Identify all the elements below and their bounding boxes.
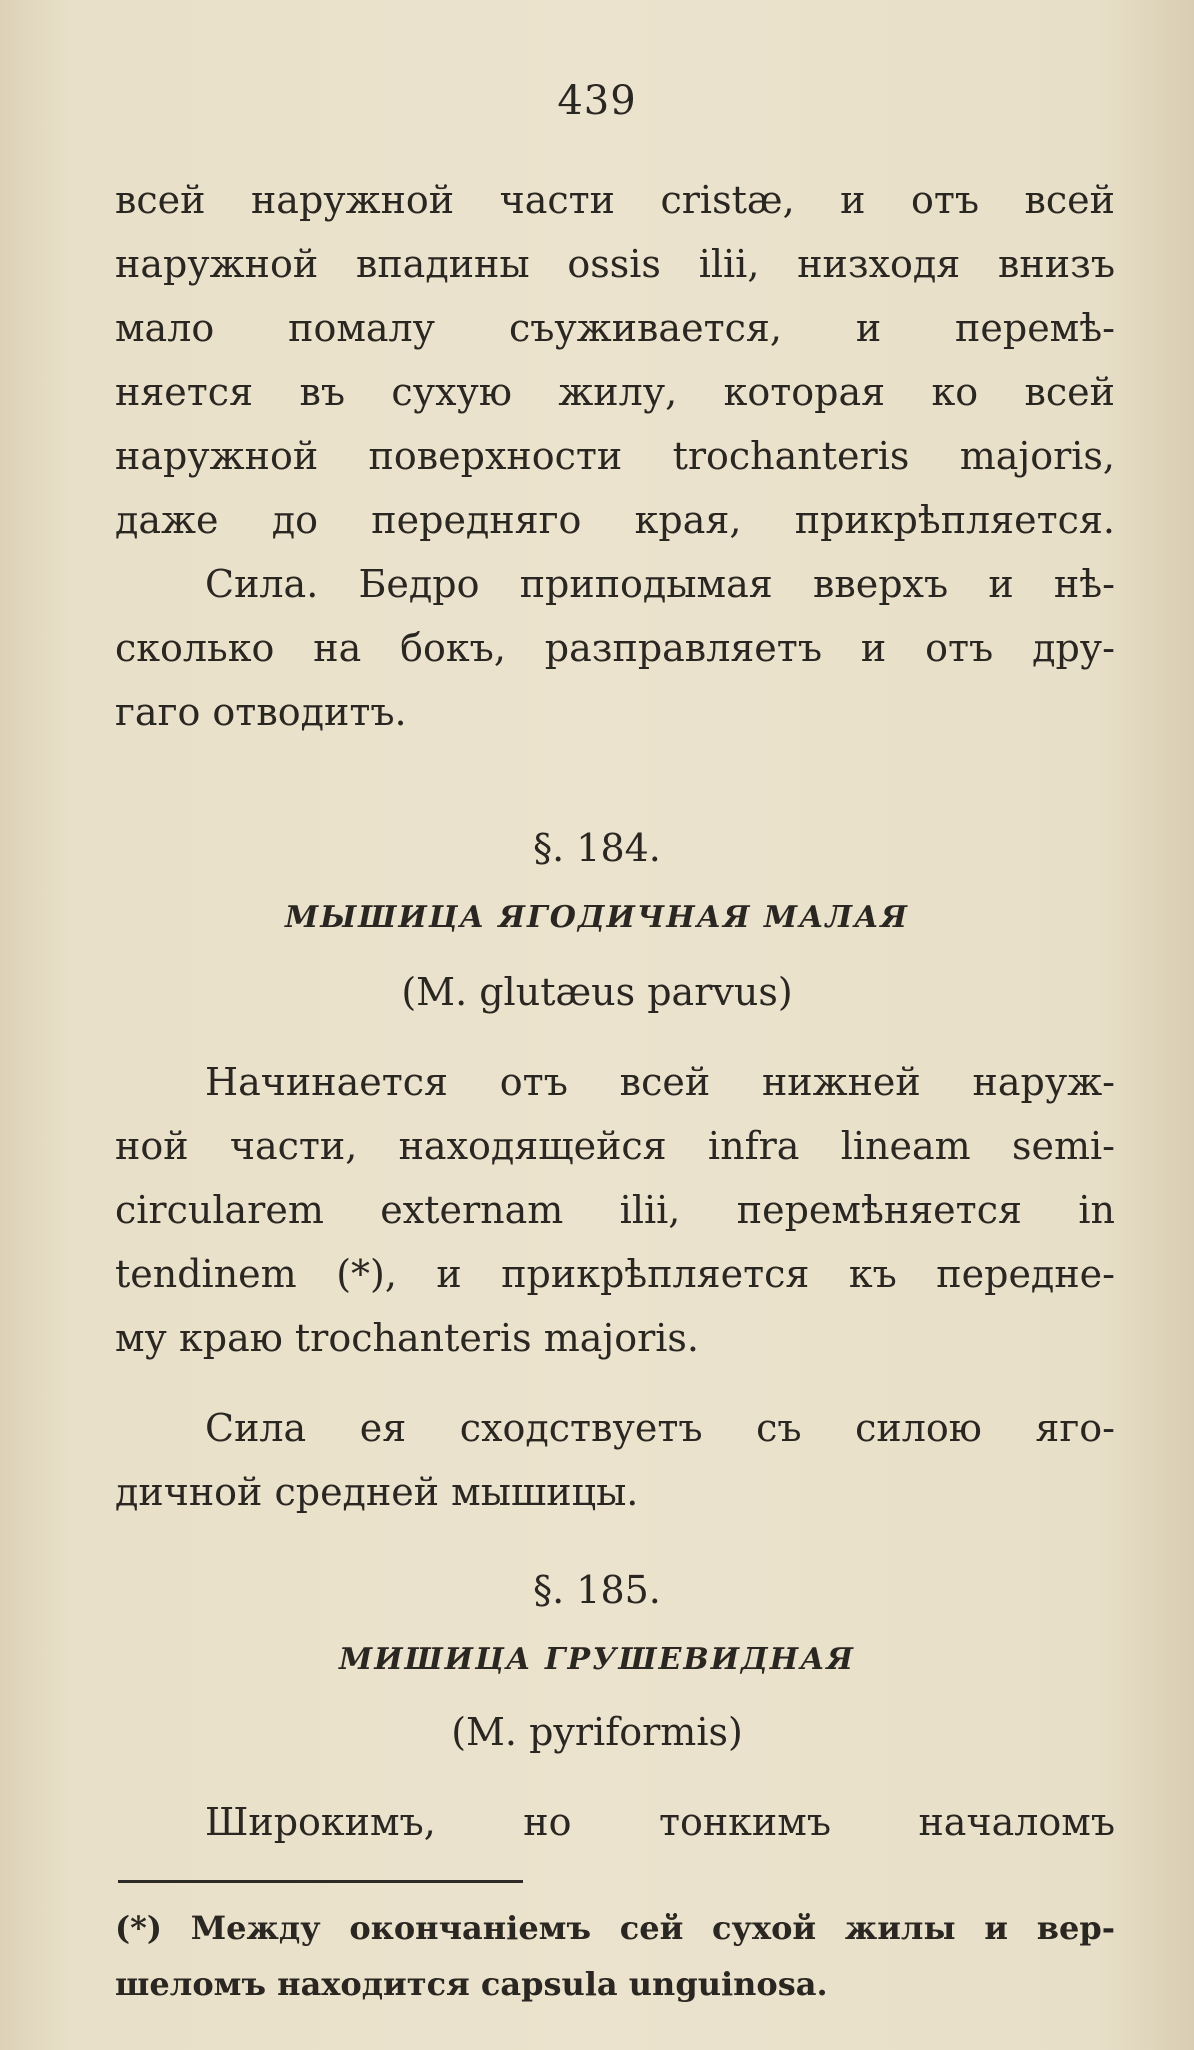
text-line: Сила ея сходствуетъ съ силою яго-: [205, 1406, 1115, 1450]
text-line: мало помалу съуживается, и перемѣ-: [115, 306, 1115, 350]
text-line: наружной поверхности trochanteris majoris,: [115, 434, 1115, 478]
text-line: дичной средней мышицы.: [115, 1470, 639, 1514]
section-title: МИШИЦА ГРУШЕВИДНАЯ: [339, 1642, 855, 1677]
text-line: сколько на бокъ, разправляетъ и отъ дру-: [115, 626, 1115, 670]
text-line: ной части, находящейся infra lineam semi-: [115, 1124, 1115, 1168]
section-latin-name: (M. glutæus parvus): [401, 970, 793, 1014]
section-number: §. 184.: [533, 826, 661, 870]
text-line: tendinem (*), и прикрѣпляется къ передне-: [115, 1252, 1115, 1296]
text-line: Сила. Бедро приподымая вверхъ и нѣ-: [205, 562, 1115, 606]
text-line: даже до передняго края, прикрѣпляется.: [115, 498, 1115, 542]
text-line: всей наружной части cristæ, и отъ всей: [115, 178, 1115, 222]
footnote-rule: [118, 1880, 523, 1883]
text-line: му краю trochanteris majoris.: [115, 1316, 699, 1360]
text-line: Начинается отъ всей нижней наруж-: [205, 1060, 1115, 1104]
text-line: наружной впадины ossis ilii, низходя внизъ: [115, 242, 1115, 286]
footnote-line: (*) Между окончанiемъ сей сухой жилы и вер-: [115, 1909, 1115, 1947]
section-number: §. 185.: [533, 1568, 661, 1612]
page-number: 439: [557, 78, 637, 124]
text-line: гаго отводитъ.: [115, 690, 407, 734]
footnote-line: шеломъ находится capsula unguinosa.: [115, 1965, 828, 2003]
section-latin-name: (M. pyriformis): [451, 1710, 743, 1754]
text-line: circularem externam ilii, перемѣняется in: [115, 1188, 1115, 1232]
text-line: Широкимъ, но тонкимъ началомъ: [205, 1800, 1115, 1844]
section-title: МЫШИЦА ЯГОДИЧНАЯ МАЛАЯ: [285, 900, 909, 935]
text-line: няется въ сухую жилу, которая ко всей: [115, 370, 1115, 414]
